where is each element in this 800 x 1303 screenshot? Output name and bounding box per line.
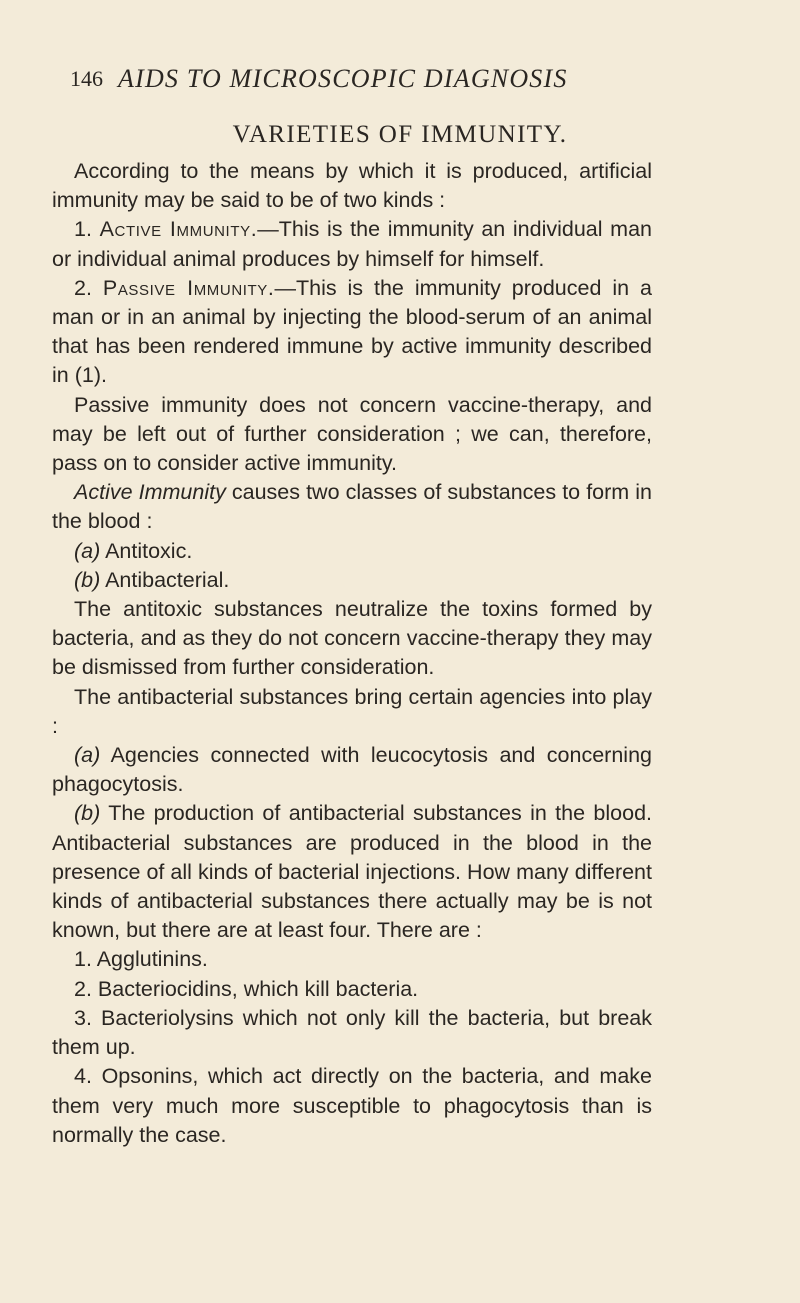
class-label: (a) [74,538,101,563]
substance-item: 1. Agglutinins. [74,947,208,972]
kind-passive-paragraph [52,274,652,391]
passive-paragraph: Passive immunity does not concern vaccine-therapy, and may be left out of further consideration ; we can, therefore, pass on to consider active immunity. [52,392,652,476]
agency-item [52,741,652,799]
agency-text: The production of antibacterial substances in the blood. Antibacterial substances are produced in the blood in the presence of all kinds of bacterial injections. How many different kinds of antibacterial substances there actually may be is not known, but there are at least four. There are : [52,801,652,943]
kind-active-paragraph [52,215,652,273]
class-item [52,566,652,595]
kind-passive-number: 2. [74,275,92,300]
page-number: 146 [70,66,103,91]
antibacterial-intro: The antibacterial substances bring certain agencies into play : [52,684,652,738]
substance-item: 2. Bacteriocidins, which kill bacteria. [74,976,419,1001]
active-text: causes two classes of substances to form in the blood : [52,480,652,534]
kind-passive-text: —This is the immunity produced in a man or in an animal by injecting the blood-serum of an animal that has been rendered immune by active immunity described in (1). [52,275,652,388]
section-heading: VARIETIES OF IMMUNITY. [232,121,568,148]
class-text: Antibacterial. [100,567,230,592]
agency-item [52,799,652,945]
substance-item: 3. Bacteriolysins which not only kill the bacteria, but break them up. [52,1005,652,1060]
body-text [52,157,652,1150]
agency-text: Agencies connected with leucocytosis and concerning phagocytosis. [52,743,652,797]
intro-paragraph: According to the means by which it is produced, artificial immunity may be said to be of two kinds : [52,159,652,213]
active-lead: Active Immunity [74,480,226,505]
active-paragraph [52,478,652,536]
agency-label: (b) [74,801,101,826]
class-item [52,537,652,566]
class-label: (b) [74,567,101,592]
kind-passive-term: Passive Immunity. [102,275,275,300]
substance-item: 4. Opsonins, which act directly on the bacteria, and make them very much more susceptible to phagocytosis than is normally the case. [52,1064,652,1147]
agency-label: (a) [74,743,101,768]
running-head [70,64,710,94]
antitoxic-paragraph: The antitoxic substances neutralize the toxins formed by bacteria, and as they do not concern vaccine-therapy they may be dismissed from further consideration. [52,597,652,680]
kind-active-text: —This is the immunity an individual man or individual animal produces by himself for himself. [52,217,652,271]
kind-active-term: Active Immunity. [99,217,258,242]
class-text: Antitoxic. [100,538,193,563]
running-title: AIDS TO MICROSCOPIC DIAGNOSIS [118,64,568,93]
kind-active-number: 1. [74,217,92,242]
